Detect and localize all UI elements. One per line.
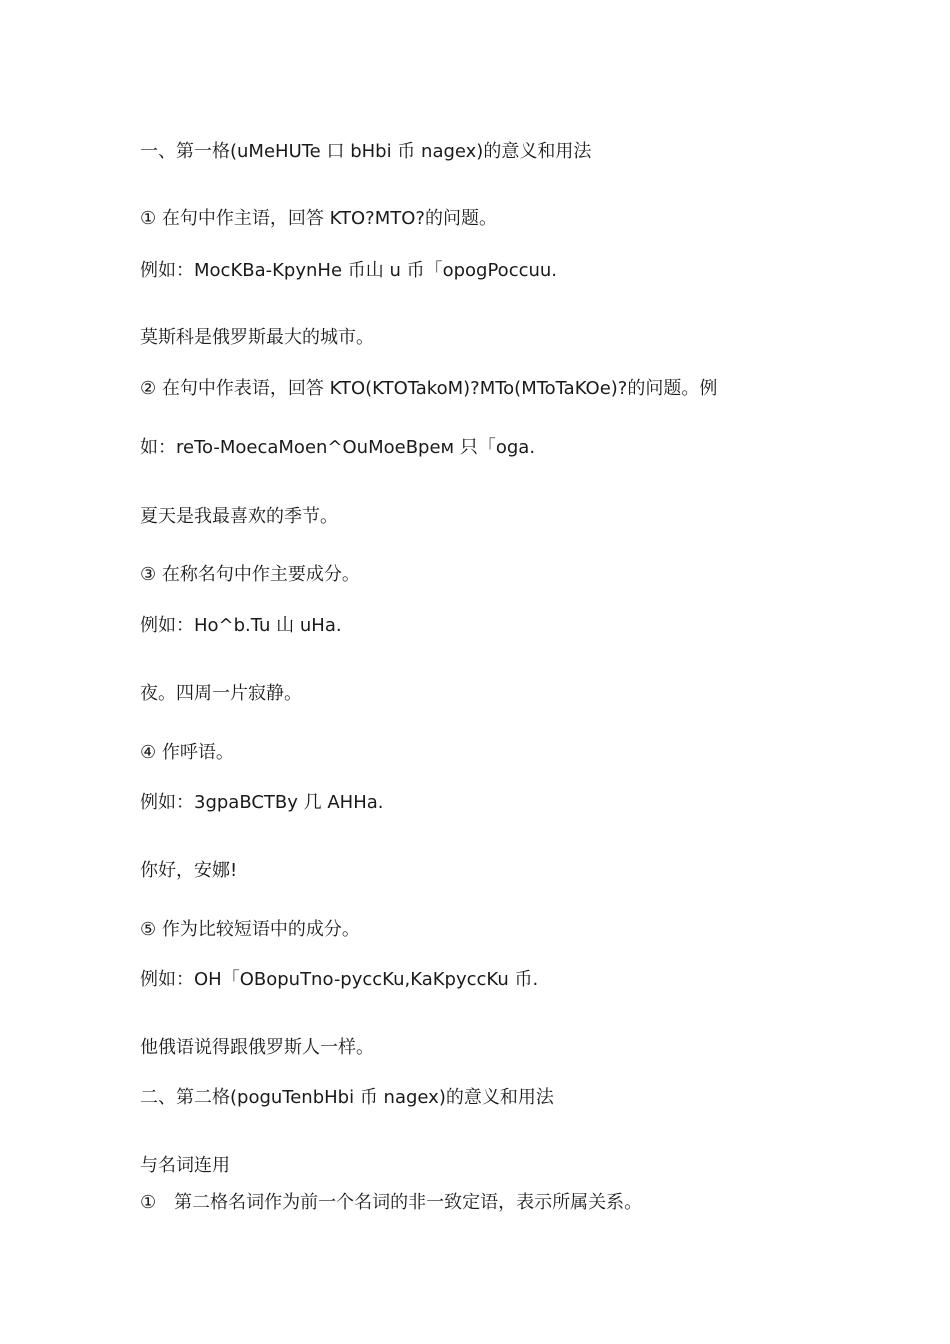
paragraph-item-3: ③ 在称名句中作主要成分。 <box>140 564 360 585</box>
example-line: 例如：OH「OBopuTno-pyccKu,KaKpyccKu 币. <box>140 969 539 990</box>
section-heading-2: 二、第二格(poguTenbHbi 币 nagex)的意义和用法 <box>140 1087 554 1108</box>
translation-line: 你好，安娜! <box>140 860 238 881</box>
example-line: 例如：Ho^b.Tu 山 uHa. <box>140 615 342 636</box>
paragraph-item-6: ① 第二格名词作为前一个名词的非一致定语，表示所属关系。 <box>140 1192 643 1213</box>
translation-line: 他俄语说得跟俄罗斯人一样。 <box>140 1037 374 1058</box>
paragraph-item-2: ② 在句中作表语，回答 KTO(KTOTakoM)?MTo(MToTaKOe)?的问题。例 <box>140 378 718 399</box>
paragraph-item-1: ① 在句中作主语，回答 KTO?MTO?的问题。 <box>140 208 497 229</box>
example-line: 例如：3gpaBCTBy 几 AHHa. <box>140 792 384 813</box>
example-line: 例如：MocKBa-KpynHe 币山 u 币「opogPoccuu. <box>140 260 558 281</box>
section-heading-1: 一、第一格(uMeHUTe 口 bHbi 币 nagex)的意义和用法 <box>140 141 592 162</box>
example-line: 如：reTo-MoecaMoen^OuMoeBpeм 只「oga. <box>140 437 536 458</box>
paragraph-item-5: ⑤ 作为比较短语中的成分。 <box>140 919 360 940</box>
translation-line: 夏天是我最喜欢的季节。 <box>140 506 338 527</box>
translation-line: 莫斯科是俄罗斯最大的城市。 <box>140 327 374 348</box>
translation-line: 夜。四周一片寂静。 <box>140 683 302 704</box>
paragraph-item-4: ④ 作呼语。 <box>140 742 234 763</box>
subheading: 与名词连用 <box>140 1155 230 1176</box>
